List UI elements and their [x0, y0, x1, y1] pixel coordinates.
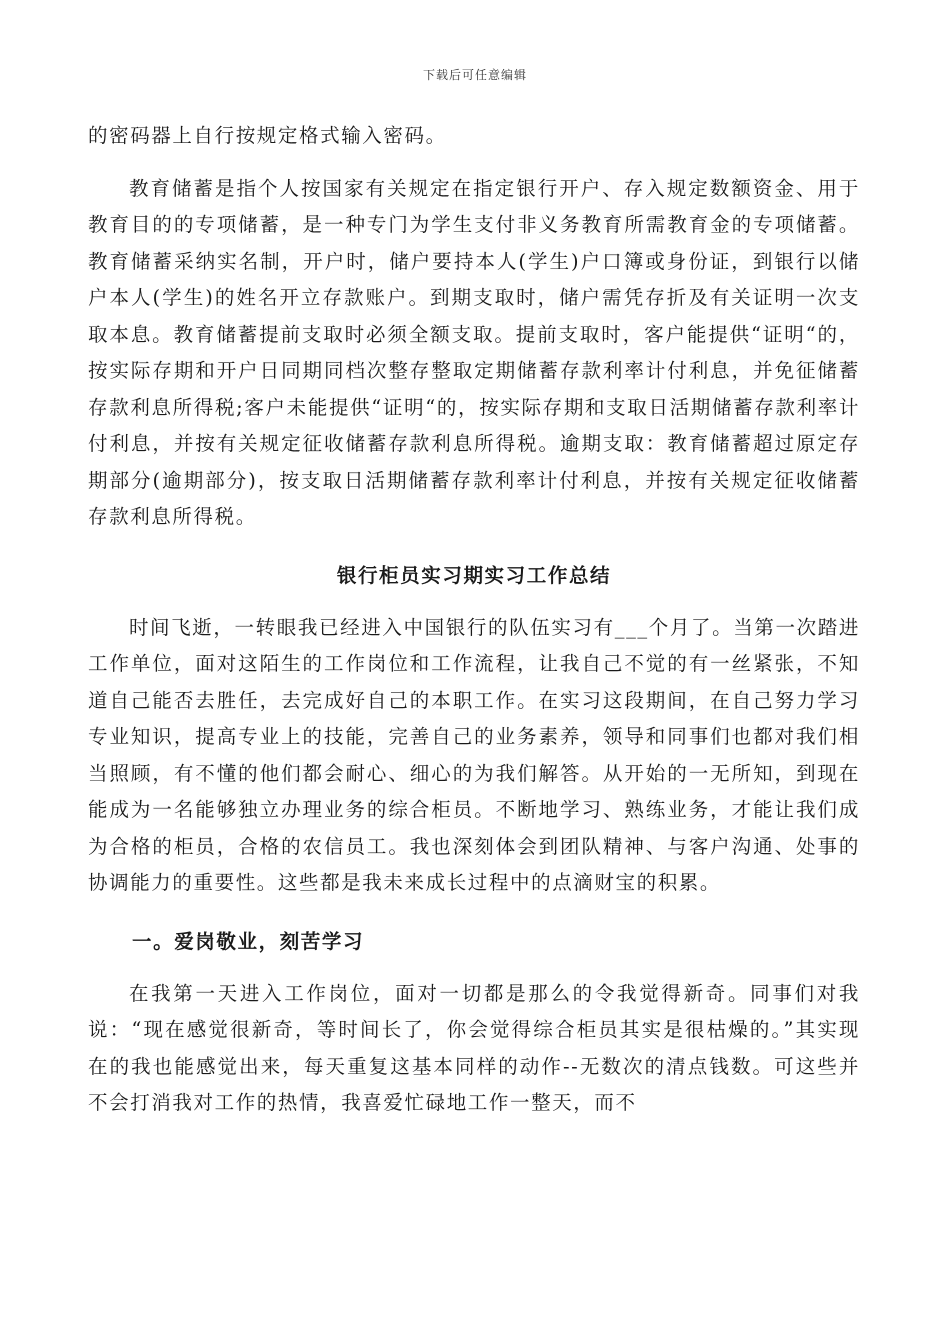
paragraph-first-day: 在我第一天进入工作岗位，面对一切都是那么的令我觉得新奇。同事们对我说：“现在感觉很新奇，等时间长了，你会觉得综合柜员其实是很枯燥的。”其实现在的我也能感觉出来，每天重复这基本同样的动作--无数次的清点钱数。可这些并不会打消我对工作的热情，我喜爱忙碌地工作一整天，而不: [88, 981, 860, 1114]
paragraph-education-savings: 教育储蓄是指个人按国家有关规定在指定银行开户、存入规定数额资金、用于教育目的的专项储蓄，是一种专门为学生支付非义务教育所需教育金的专项储蓄。教育储蓄采纳实名制，开户时，储户要持本人(学生)户口簿或身份证，到银行以储户本人(学生)的姓名开立存款账户。到期支取时，储户需凭存折及有关证明一次支取本息。教育储蓄提前支取时必须全额支取。提前支取时，客户能提供“证明“的，按实际存期和开户日同期同档次整存整取定期储蓄存款利率计付利息，并免征储蓄存款利息所得税;客户未能提供“证明“的，按实际存期和支取日活期储蓄存款利率计付利息，并按有关规定征收储蓄存款利息所得税。逾期支取：教育储蓄超过原定存期部分(逾期部分)，按支取日活期储蓄存款利率计付利息，并按有关规定征收储蓄存款利息所得税。: [88, 176, 860, 528]
page-header: 下载后可任意编辑: [422, 68, 527, 82]
section-title: 银行柜员实习期实习工作总结: [336, 563, 612, 587]
document-body: [88, 118, 860, 1122]
paragraph-continuation: 的密码器上自行按规定格式输入密码。: [88, 124, 447, 147]
paragraph-intro: 时间飞逝，一转眼我已经进入中国银行的队伍实习有___个月了。当第一次踏进工作单位，面对这陌生的工作岗位和工作流程，让我自己不觉的有一丝紧张，不知道自己能否去胜任，去完成好自己的本职工作。在实习这段期间，在自己努力学习专业知识，提高专业上的技能，完善自己的业务素养，领导和同事们也都对我们相当照顾，有不懂的他们都会耐心、细心的为我们解答。从开始的一无所知，到现在能成为一名能够独立办理业务的综合柜员。不断地学习、熟练业务，才能让我们成为合格的柜员，合格的农信员工。我也深刻体会到团队精神、与客户沟通、处事的协调能力的重要性。这些都是我未来成长过程中的点滴财宝的积累。: [88, 615, 860, 894]
subsection-heading: 一。爱岗敬业，刻苦学习: [132, 929, 365, 953]
